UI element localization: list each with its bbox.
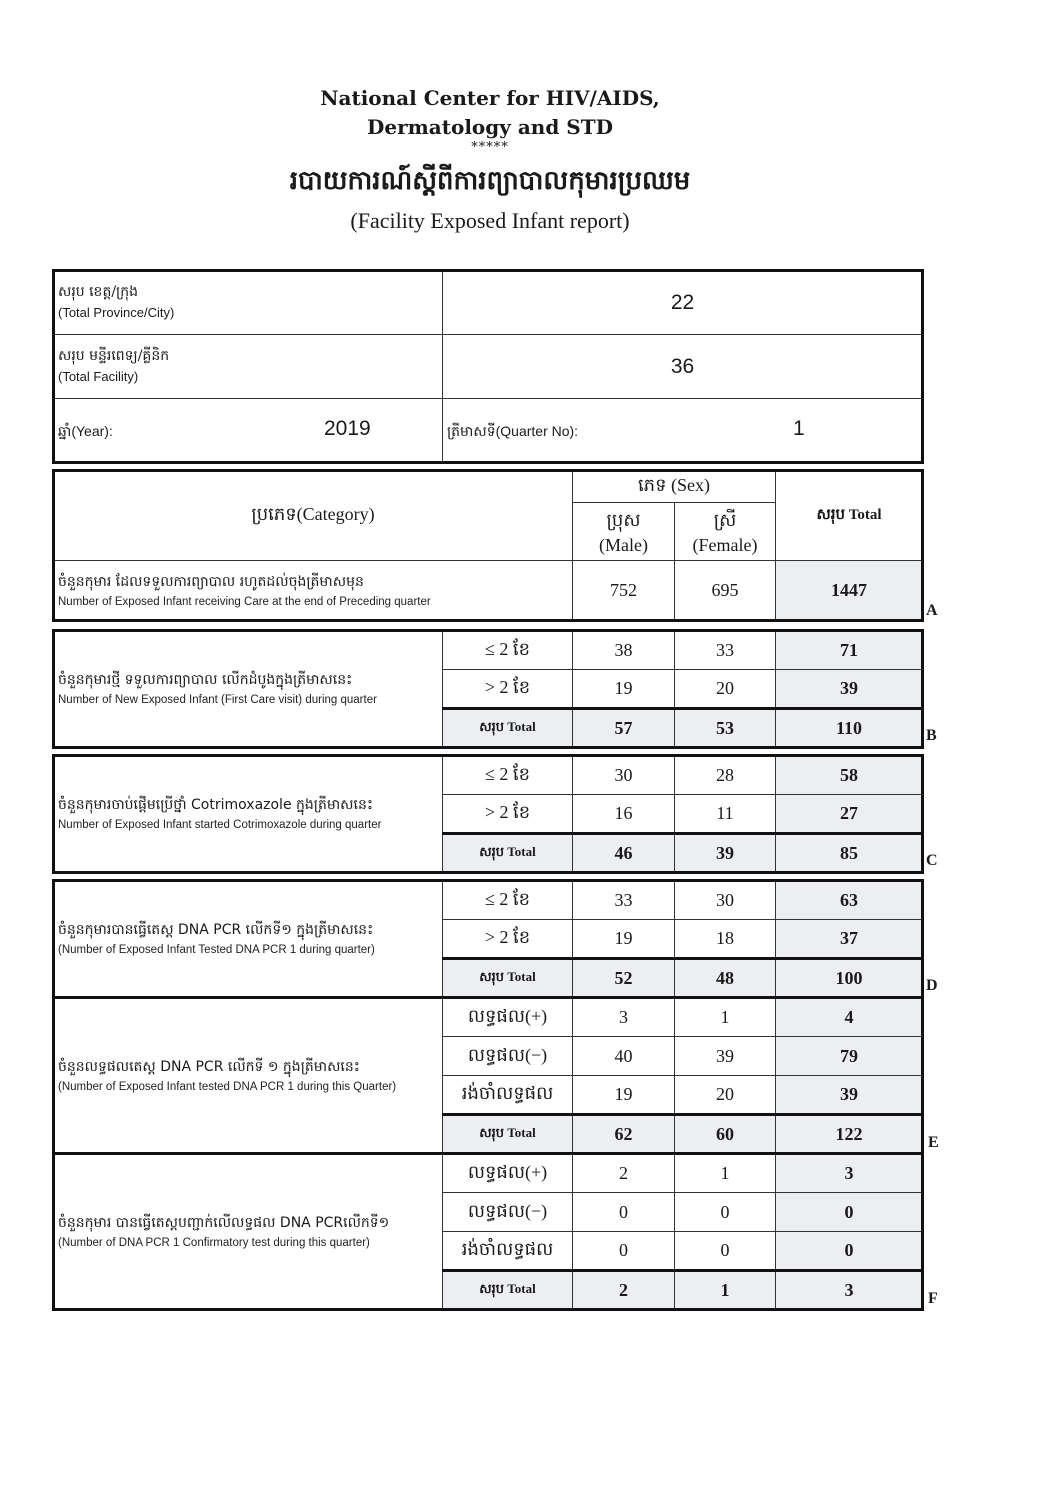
- section-b-label: ចំនួនកុមារថ្មី ទទួលការព្យាបាល លើកដំបូងក្នុងត្រីមាសនេះ Number of New Exposed Infant (First Care visit) during quarter: [54, 631, 443, 748]
- total-value: 3: [776, 1154, 923, 1193]
- male-value: 38: [573, 631, 675, 670]
- year-value: 2019: [324, 417, 371, 440]
- section-letter-d: D: [926, 977, 938, 994]
- total-value: 39: [776, 670, 923, 709]
- row-label-total: សរុប Total: [443, 959, 573, 998]
- female-value: 18: [675, 920, 776, 959]
- quarter-label: ត្រីមាសទី(Quarter No):: [447, 422, 579, 439]
- section-e-label: ចំនួនលទ្ធផលតេស្ត DNA PCR លើកទី ១ ក្នុងត្រីមាសនេះ (Number of Exposed Infant tested DNA PCR 1 during this Quarter): [54, 998, 443, 1154]
- row-label-total: សរុប Total: [443, 1115, 573, 1154]
- org-name-line2: Dermatology and STD: [367, 115, 613, 139]
- male-value: 19: [573, 920, 675, 959]
- section-a-female: 695: [675, 561, 776, 621]
- total-value: 39: [776, 1076, 923, 1115]
- section-letter-e: E: [928, 1134, 939, 1151]
- section-a-label: ចំនួនកុមារ ដែលទទួលការព្យាបាល រហូតដល់ចុងត្រីមាសមុន Number of Exposed Infant receiving Care at the end of Preceding quarter: [54, 561, 573, 621]
- male-value: 0: [573, 1193, 675, 1232]
- male-value: 19: [573, 1076, 675, 1115]
- section-c-table: [53, 755, 923, 873]
- male-value: 19: [573, 670, 675, 709]
- female-value: 20: [675, 670, 776, 709]
- sex-header: ភេទ (Sex): [573, 471, 776, 503]
- grand-total: 3: [776, 1271, 923, 1310]
- facility-value: 36: [443, 335, 923, 399]
- section-letter-a: A: [926, 602, 938, 619]
- female-value: 0: [675, 1232, 776, 1271]
- row-label-total: សរុប Total: [443, 709, 573, 748]
- male-value: 0: [573, 1232, 675, 1271]
- row-label: ≤ 2 ខែ: [443, 756, 573, 795]
- year-label: ឆ្នាំ(Year):: [58, 422, 113, 439]
- total-value: 0: [776, 1193, 923, 1232]
- male-value: 2: [573, 1154, 675, 1193]
- facility-label: សរុប មន្ទីរពេទ្យ/គ្លីនិក (Total Facility): [54, 335, 443, 399]
- female-total: 1: [675, 1271, 776, 1310]
- female-value: 33: [675, 631, 776, 670]
- male-value: 33: [573, 881, 675, 920]
- female-value: 30: [675, 881, 776, 920]
- female-header: ស្រី (Female): [675, 503, 776, 561]
- category-header: ប្រភេទ(Category): [54, 471, 573, 561]
- row-label: លទ្ធផល(−): [443, 1193, 573, 1232]
- section-def-table: [53, 880, 923, 1310]
- total-value: 71: [776, 631, 923, 670]
- section-d-label: ចំនួនកុមារបានធ្វើតេស្ត DNA PCR លើកទី១ ក្នុងត្រីមាសនេះ (Number of Exposed Infant Tested DNA PCR 1 during quarter): [54, 881, 443, 998]
- total-value: 79: [776, 1037, 923, 1076]
- row-label-total: សរុប Total: [443, 1271, 573, 1310]
- female-total: 60: [675, 1115, 776, 1154]
- row-label: ≤ 2 ខែ: [443, 631, 573, 670]
- male-value: 16: [573, 795, 675, 834]
- province-label: សរុប ខេត្ត/ក្រុង (Total Province/City): [54, 271, 443, 335]
- female-total: 53: [675, 709, 776, 748]
- female-value: 20: [675, 1076, 776, 1115]
- divider-stars: *****: [471, 140, 509, 155]
- section-letter-b: B: [926, 727, 937, 744]
- row-label: រង់ចាំលទ្ធផល: [443, 1076, 573, 1115]
- total-value: 0: [776, 1232, 923, 1271]
- total-value: 37: [776, 920, 923, 959]
- grand-total: 100: [776, 959, 923, 998]
- female-value: 1: [675, 998, 776, 1037]
- report-header: [0, 84, 980, 236]
- report-title-english: (Facility Exposed Infant report): [350, 208, 630, 233]
- row-label: ≤ 2 ខែ: [443, 881, 573, 920]
- male-total: 46: [573, 834, 675, 873]
- row-label: លទ្ធផល(−): [443, 1037, 573, 1076]
- grand-total: 122: [776, 1115, 923, 1154]
- section-letter-c: C: [926, 852, 938, 869]
- female-value: 28: [675, 756, 776, 795]
- section-a-male: 752: [573, 561, 675, 621]
- row-label-total: សរុប Total: [443, 834, 573, 873]
- total-value: 4: [776, 998, 923, 1037]
- male-value: 40: [573, 1037, 675, 1076]
- grand-total: 85: [776, 834, 923, 873]
- row-label: > 2 ខែ: [443, 920, 573, 959]
- male-value: 30: [573, 756, 675, 795]
- province-value: 22: [443, 271, 923, 335]
- row-label: លទ្ធផល(+): [443, 1154, 573, 1193]
- total-header: សរុប Total: [776, 471, 923, 561]
- male-header: ប្រុស (Male): [573, 503, 675, 561]
- section-a-table: [53, 470, 923, 621]
- female-total: 48: [675, 959, 776, 998]
- male-total: 52: [573, 959, 675, 998]
- quarter-value: 1: [793, 417, 805, 440]
- total-value: 63: [776, 881, 923, 920]
- female-value: 39: [675, 1037, 776, 1076]
- male-total: 57: [573, 709, 675, 748]
- female-value: 0: [675, 1193, 776, 1232]
- row-label: > 2 ខែ: [443, 670, 573, 709]
- year-cell: [54, 399, 443, 463]
- section-a-total: 1447: [776, 561, 923, 621]
- male-total: 62: [573, 1115, 675, 1154]
- report-title-khmer: របាយការណ៍ស្តីពីការព្យាបាលកុមារប្រឈម: [289, 166, 691, 196]
- female-value: 11: [675, 795, 776, 834]
- quarter-cell: [443, 399, 923, 463]
- male-value: 3: [573, 998, 675, 1037]
- male-total: 2: [573, 1271, 675, 1310]
- row-label: រង់ចាំលទ្ធផល: [443, 1232, 573, 1271]
- total-value: 58: [776, 756, 923, 795]
- section-c-label: ចំនួនកុមារចាប់ផ្តើមប្រើថ្នាំ Cotrimoxazole ក្នុងត្រីមាសនេះ Number of Exposed Infant started Cotrimoxazole during quarter: [54, 756, 443, 873]
- total-value: 27: [776, 795, 923, 834]
- section-f-label: ចំនួនកុមារ បានធ្វើតេស្តបញ្ជាក់លើលទ្ធផល DNA PCRលើកទី១ (Number of DNA PCR 1 Confirmatory test during this quarter): [54, 1154, 443, 1310]
- section-b-table: [53, 630, 923, 748]
- info-table: [53, 270, 923, 463]
- org-name-line1: National Center for HIV/AIDS,: [320, 86, 660, 110]
- section-letter-f: F: [928, 1290, 938, 1307]
- female-total: 39: [675, 834, 776, 873]
- row-label: > 2 ខែ: [443, 795, 573, 834]
- grand-total: 110: [776, 709, 923, 748]
- row-label: លទ្ធផល(+): [443, 998, 573, 1037]
- female-value: 1: [675, 1154, 776, 1193]
